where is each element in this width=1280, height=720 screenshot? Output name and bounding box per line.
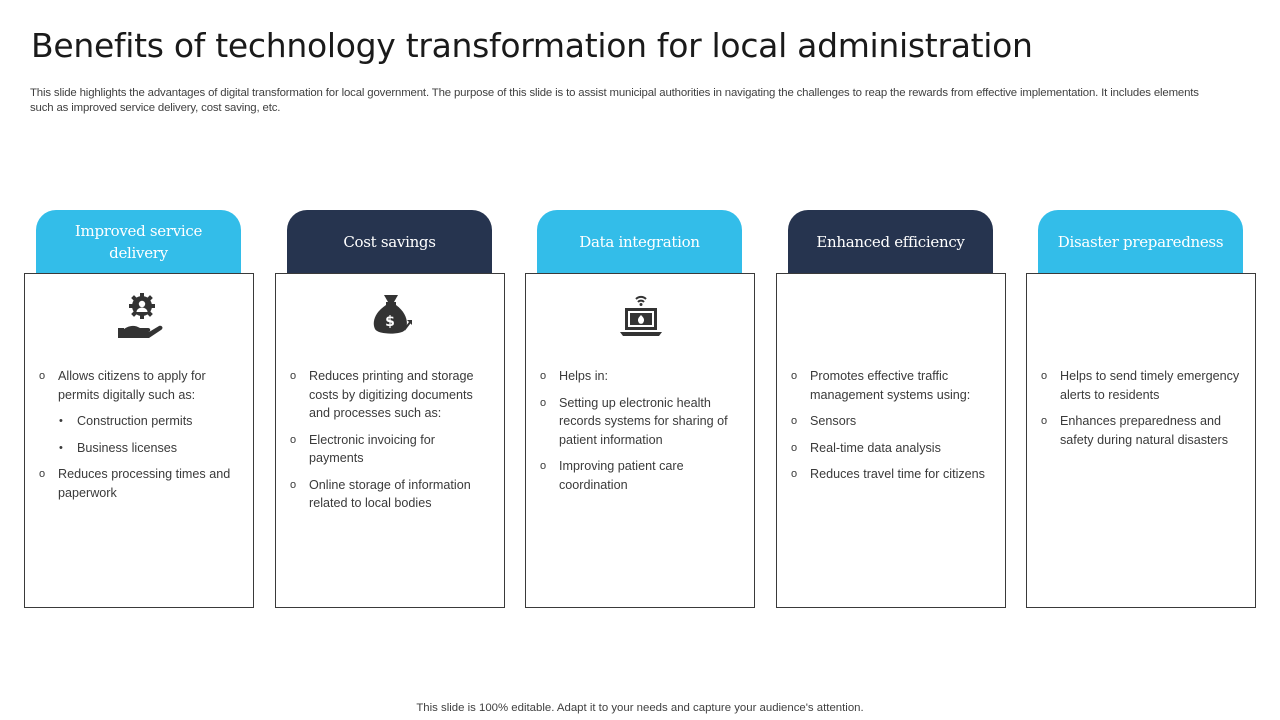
money-bag-icon xyxy=(367,292,415,340)
list-item: o Real-time data analysis xyxy=(791,440,941,455)
list-item: o Setting up electronic health records systems for sharing of patient information xyxy=(540,395,728,447)
slide-title: Benefits of technology transformation for local administration xyxy=(31,26,1033,65)
svg-text:$: $ xyxy=(385,314,395,330)
list-item: • Business licenses xyxy=(59,440,178,455)
list-item: o Enhances preparedness and safety during natural disasters xyxy=(1041,414,1229,447)
card-body xyxy=(1026,273,1256,608)
card-bullet-list xyxy=(777,367,1005,492)
card-header: Data integration xyxy=(537,210,742,274)
card-data-integration xyxy=(525,210,757,610)
card-bullet-list xyxy=(25,367,253,510)
card-enhanced-efficiency xyxy=(776,210,1008,610)
card-bullet-list xyxy=(1027,367,1255,457)
list-item: o Reduces travel time for citizens xyxy=(791,467,985,481)
hand-gear-icon xyxy=(116,292,164,340)
card-header: Disaster preparedness xyxy=(1038,210,1243,274)
card-header: Cost savings xyxy=(287,210,492,274)
slide-description: This slide highlights the advantages of digital transformation for local government. The purpose of this slide is to assist municipal authorities in navigating the challenges to reap the rewards from effective implementation. It includes elements such as improved service delivery, cost saving, etc. xyxy=(30,87,1199,114)
list-item: o Reduces printing and storage costs by digitizing documents and processes such as: xyxy=(290,369,474,420)
card-improved-service-delivery xyxy=(24,210,256,610)
list-item: o Promotes effective traffic management systems using: xyxy=(791,369,971,402)
card-body xyxy=(24,273,254,608)
card-bullet-list xyxy=(276,367,504,521)
list-item: o Online storage of information related to local bodies xyxy=(290,477,471,510)
list-item: o Helps in: xyxy=(540,369,608,383)
list-item: o Helps to send timely emergency alerts to residents xyxy=(1041,369,1240,402)
list-item: o Improving patient care coordination xyxy=(540,459,684,492)
slide-footer: This slide is 100% editable. Adapt it to your needs and capture your audience's attention. xyxy=(416,702,864,714)
list-item: o Allows citizens to apply for permits digitally such as: xyxy=(39,369,206,402)
card-body xyxy=(776,273,1006,608)
card-bullet-list xyxy=(526,367,754,502)
card-cost-savings xyxy=(275,210,507,610)
list-item: • Construction permits xyxy=(59,414,193,428)
card-header: Enhanced efficiency xyxy=(788,210,993,274)
laptop-wifi-icon xyxy=(617,292,665,340)
card-disaster-preparedness xyxy=(1026,210,1258,610)
card-body xyxy=(275,273,505,608)
card-header: Improved service delivery xyxy=(36,210,241,274)
card-body xyxy=(525,273,755,608)
list-item: o Reduces processing times and paperwork xyxy=(39,467,231,500)
list-item: o Electronic invoicing for payments xyxy=(290,432,435,465)
list-item: o Sensors xyxy=(791,414,857,428)
